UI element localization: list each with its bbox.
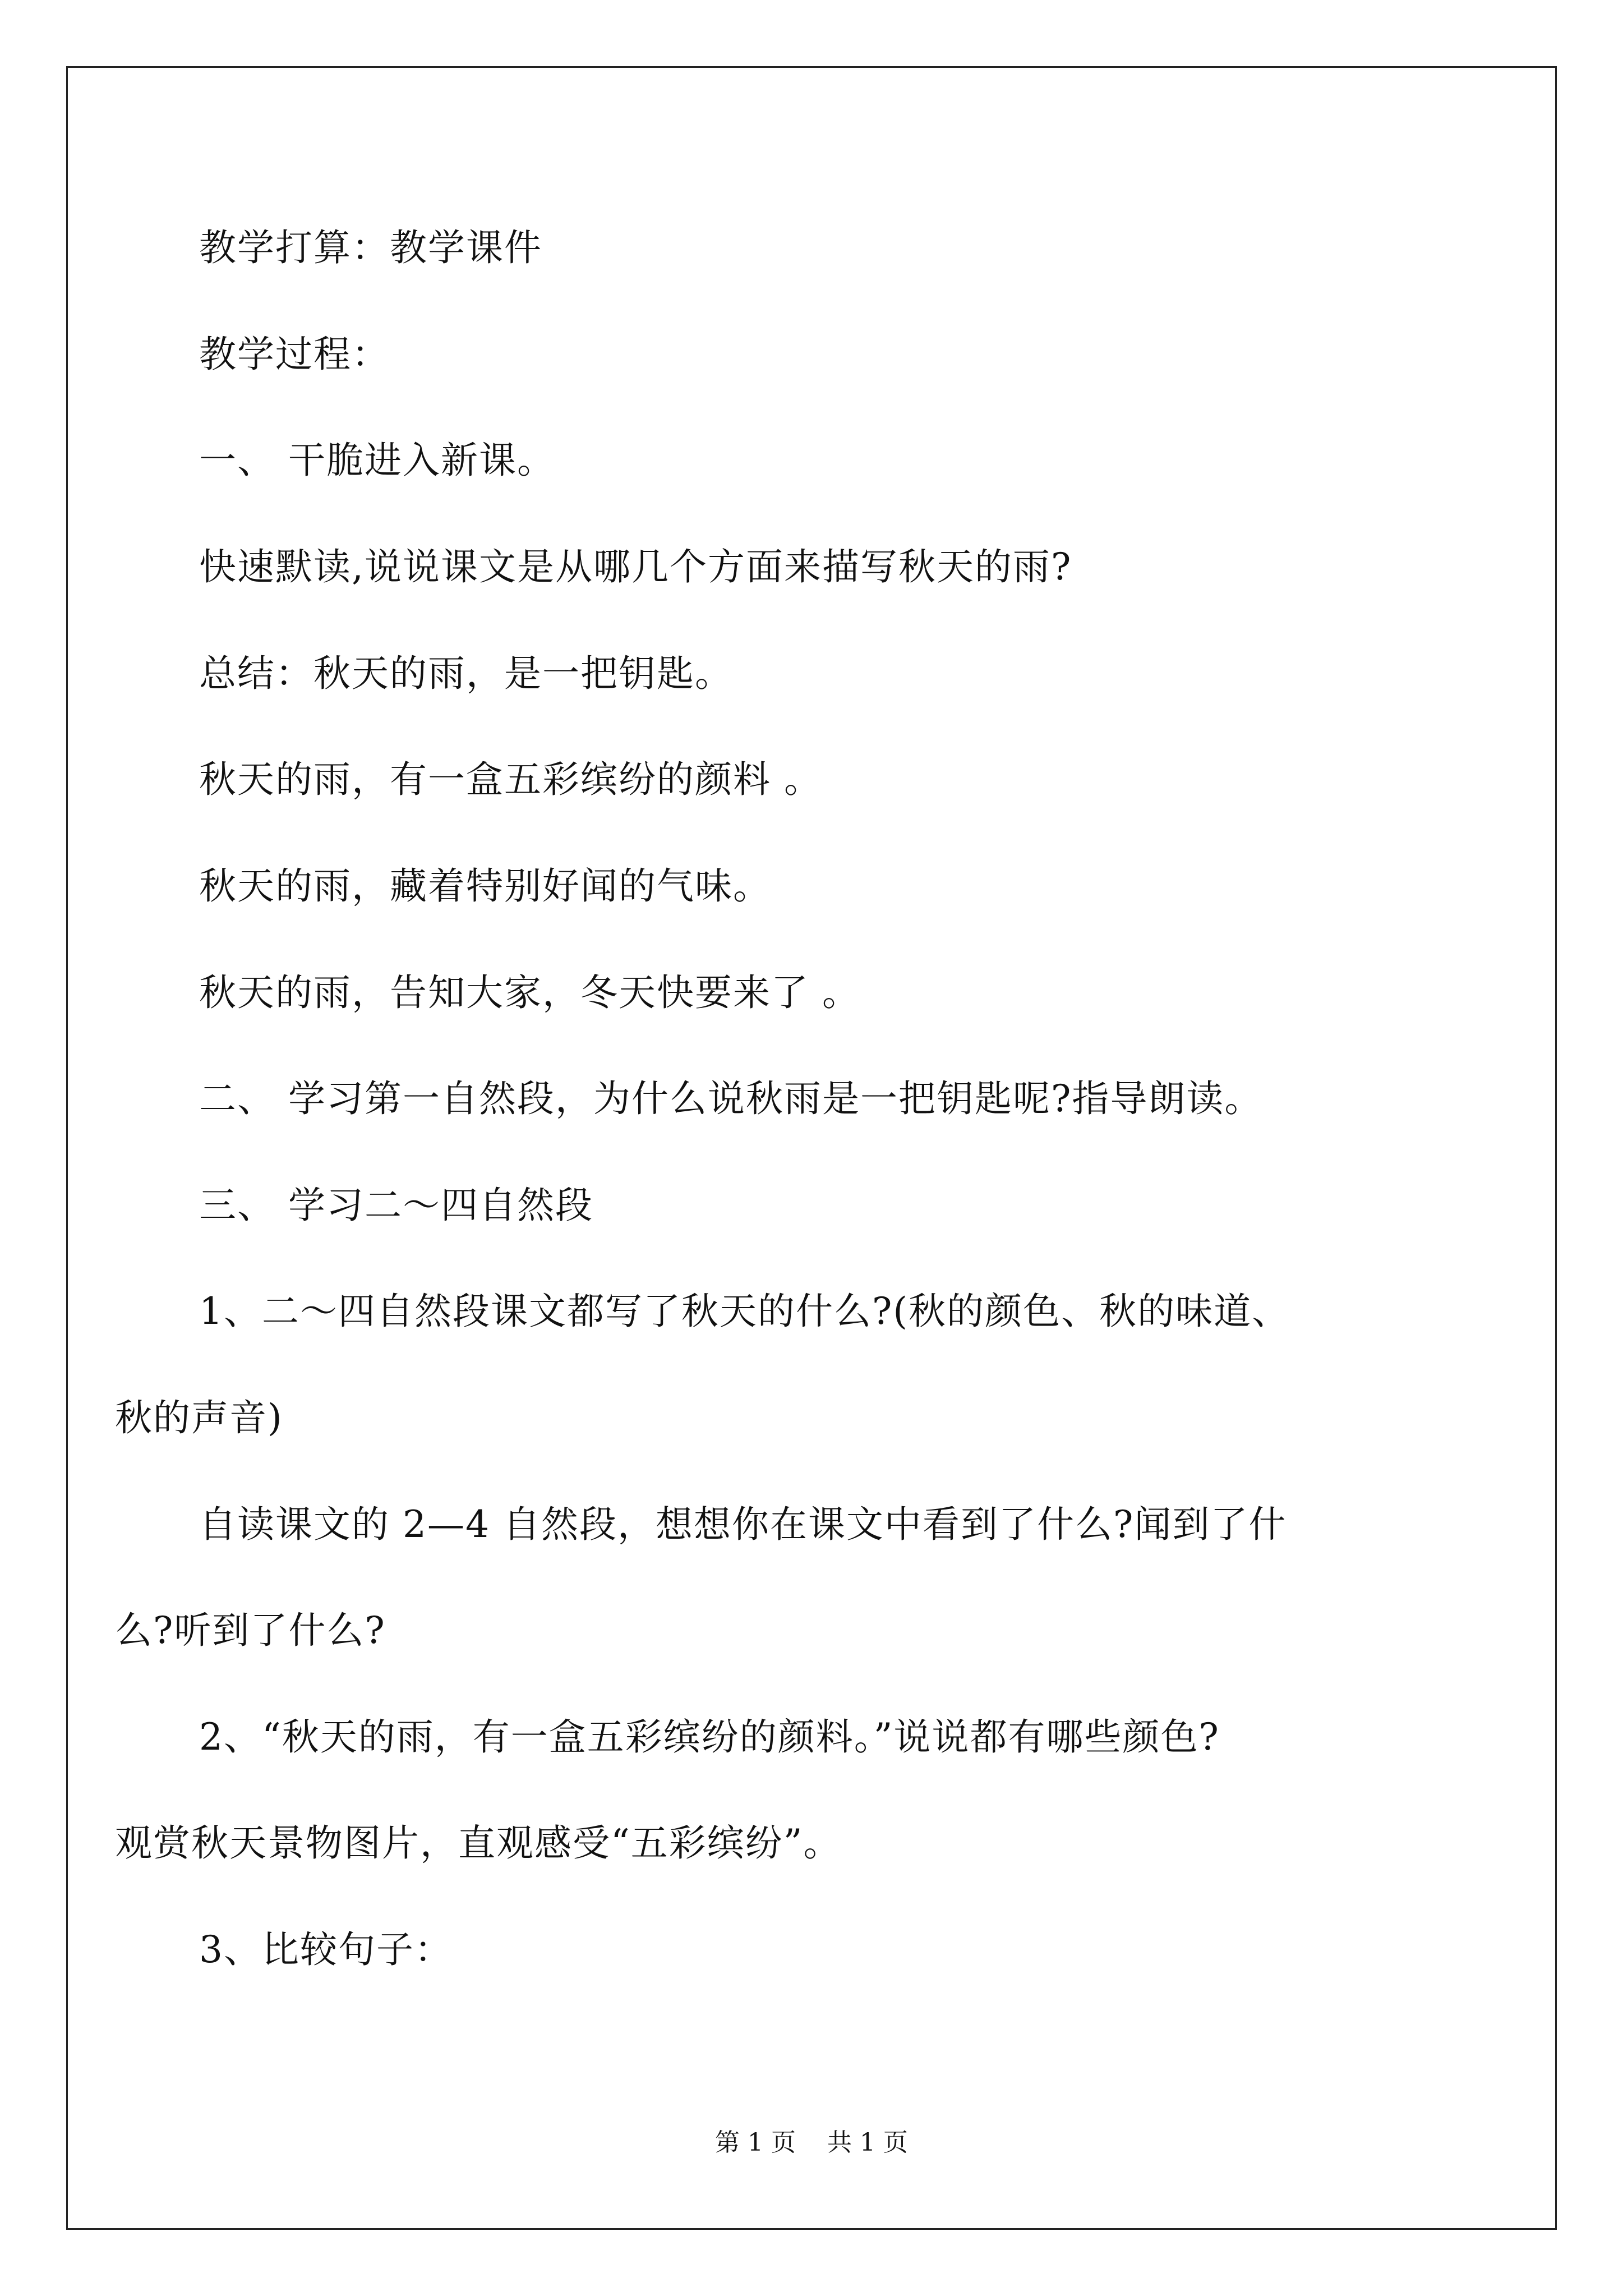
text-line: 一、 干脆进入新课。 — [199, 439, 555, 482]
text-line: 观赏秋天景物图片，直观感受“五彩缤纷”。 — [115, 1821, 842, 1865]
text-line: 2、“秋天的雨，有一盒五彩缤纷的颜料。”说说都有哪些颜色? — [199, 1715, 1220, 1759]
text-line: 三、 学习二～四自然段 — [199, 1184, 593, 1227]
text-line: 快速默读,说说课文是从哪几个方面来描写秋天的雨? — [199, 545, 1072, 588]
text-line: 么?听到了什么? — [115, 1609, 386, 1652]
text-line: 1、二～四自然段课文都写了秋天的什么?(秋的颜色、秋的味道、 — [199, 1290, 1290, 1333]
page-border — [66, 66, 1557, 2230]
text-line: 3、比较句子： — [199, 1928, 453, 1971]
text-line: 秋的声音) — [115, 1396, 283, 1439]
text-line: 秋天的雨，有一盒五彩缤纷的颜料 。 — [199, 758, 822, 801]
text-line: 秋天的雨，告知大家，冬天快要来了 。 — [199, 971, 860, 1014]
text-line: 总结：秋天的雨，是一把钥匙。 — [199, 652, 733, 695]
text-line: 秋天的雨，藏着特别好闻的气味。 — [199, 864, 771, 908]
text-line: 教学过程： — [199, 333, 390, 376]
text-line: 二、 学习第一自然段，为什么说秋雨是一把钥匙呢?指导朗读。 — [199, 1077, 1263, 1120]
text-line: 教学打算：教学课件 — [199, 226, 542, 269]
page-footer: 第 1 页 共 1 页 — [715, 2128, 908, 2157]
text-line: 自读课文的 2—4 自然段，想想你在课文中看到了什么?闻到了什 — [199, 1503, 1287, 1546]
